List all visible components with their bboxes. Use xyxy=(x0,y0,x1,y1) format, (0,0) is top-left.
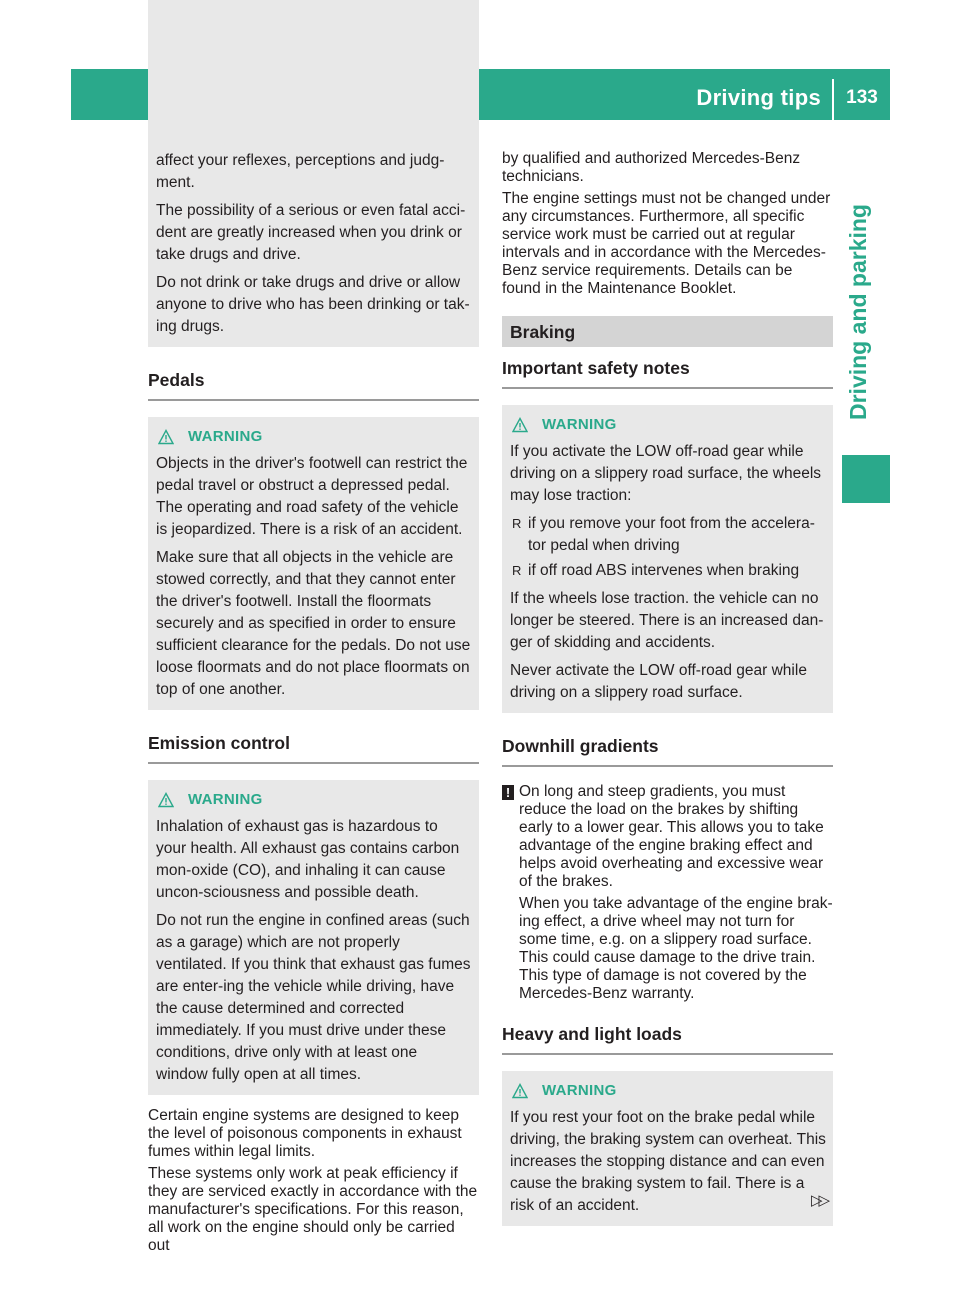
left-column xyxy=(148,150,479,1259)
warning-label: WARNING xyxy=(188,428,263,445)
warning-text: Do not drink or take drugs and drive or allow anyone to drive who has been drinking or tak-ing drugs. xyxy=(156,274,470,335)
warning-text: If you rest your foot on the brake pedal while driving, the braking system can overheat. This increases the stopping distance and can even cause the braking system to fail. There is a risk of an accident. xyxy=(510,1109,826,1214)
heading-pedals: Pedals xyxy=(148,359,479,401)
chapter-title: Driving tips xyxy=(696,85,821,110)
right-column xyxy=(502,150,833,1238)
warning-box-loads xyxy=(502,1071,833,1226)
bullet-mark: R xyxy=(512,563,522,578)
side-tab-label: Driving and parking xyxy=(845,204,871,420)
warning-text: Never activate the LOW off-road gear while driving on a slippery road surface. xyxy=(510,662,807,701)
warning-label: WARNING xyxy=(542,416,617,433)
warning-box-pedals xyxy=(148,417,479,710)
notice-text: On long and steep gradients, you must reduce the load on the brakes by shifting early to a lower gear. This allows you to take advantage of the engine braking effect and helps avoid overheating and excessive wear of the brakes. xyxy=(519,783,824,890)
warning-text: Inhalation of exhaust gas is hazardous to your health. All exhaust gas contains carbon mon-oxide (CO), and inhaling it can cause uncon-sciousness and possible death. xyxy=(156,818,460,901)
exclamation-icon: ! xyxy=(502,785,514,800)
body-paragraph: Certain engine systems are designed to keep the level of poisonous components in exhaust fumes within legal limits. xyxy=(148,1107,462,1160)
warning-label: WARNING xyxy=(542,1082,617,1099)
warning-box-braking xyxy=(502,405,833,713)
warning-header xyxy=(156,425,472,449)
continue-arrow-icon: ▷▷ xyxy=(811,1192,827,1209)
notice-block xyxy=(502,783,833,1003)
warning-label: WARNING xyxy=(188,791,263,808)
notice-text: When you take advantage of the engine brak-ing effect, a drive wheel may not turn for some time, e.g. on a slippery road surface. This could cause damage to the drive train. This type of damage is not covered by the Mercedes-Benz warranty. xyxy=(519,895,833,1002)
body-paragraph: The engine settings must not be changed under any circumstances. Furthermore, all specific service work must be carried out at regular intervals and in accordance with the Mercedes-Benz service requirements. Details can be found in the Maintenance Booklet. xyxy=(502,190,831,297)
heading-emission-control: Emission control xyxy=(148,722,479,764)
heading-heavy-light-loads: Heavy and light loads xyxy=(502,1013,833,1055)
warning-header xyxy=(510,1079,826,1103)
warning-text: The possibility of a serious or even fatal acci-dent are greatly increased when you drink or take drugs and drive. xyxy=(156,202,466,263)
heading-important-safety-notes: Important safety notes xyxy=(502,347,833,389)
body-paragraph: by qualified and authorized Mercedes-Benz technicians. xyxy=(502,150,801,185)
heading-downhill-gradients: Downhill gradients xyxy=(502,725,833,767)
warning-text: If the wheels lose traction. the vehicle can no longer be steered. There is an increased dan-ger of skidding and accidents. xyxy=(510,590,824,651)
warning-triangle-icon xyxy=(512,417,528,433)
warning-triangle-icon xyxy=(158,792,174,808)
list-item: R if off road ABS intervenes when braking xyxy=(510,560,826,582)
side-tab-marker xyxy=(842,455,890,503)
section-braking: Braking xyxy=(502,316,833,347)
warning-text: Do not run the engine in confined areas (such as a garage) which are not properly ventilated. If you think that exhaust gas fumes are enter-ing the vehicle while driving, have the cause determined and corrected immediately. If you must drive under these conditions, drive only with at least one window fully open at all times. xyxy=(156,912,471,1083)
warning-text: Make sure that all objects in the vehicle are stowed correctly, and that they cannot enter the driver's footwell. Install the floormats securely and as specified in order to ensure sufficient clearance for the pedals. Do not use loose floormats and do not place floormats on top of one another. xyxy=(156,549,471,698)
list-item: R if you remove your foot from the accelera-tor pedal when driving xyxy=(512,515,815,554)
warning-triangle-icon xyxy=(512,1083,528,1099)
warning-header xyxy=(510,413,826,437)
warning-triangle-icon xyxy=(158,429,174,445)
bullet-mark: R xyxy=(512,516,522,531)
page-number: 133 xyxy=(846,87,878,108)
warning-header xyxy=(156,788,472,812)
warning-text: affect your reflexes, perceptions and judg-ment. xyxy=(156,152,445,191)
warning-text: If you activate the LOW off-road gear while driving on a slippery road surface, the wheels may lose traction: xyxy=(510,443,822,504)
warning-box-continued xyxy=(148,0,479,347)
warning-box-emission xyxy=(148,780,479,1095)
body-paragraph: These systems only work at peak efficiency if they are serviced exactly in accordance with the manufacturer's specifications. For this reason, all work on the engine should only be carried out xyxy=(148,1165,478,1254)
warning-text: Objects in the driver's footwell can restrict the pedal travel or obstruct a depressed pedal. The operating and road safety of the vehicle is jeopardized. There is a risk of an accident. xyxy=(156,455,468,538)
bullet-list xyxy=(510,513,826,582)
